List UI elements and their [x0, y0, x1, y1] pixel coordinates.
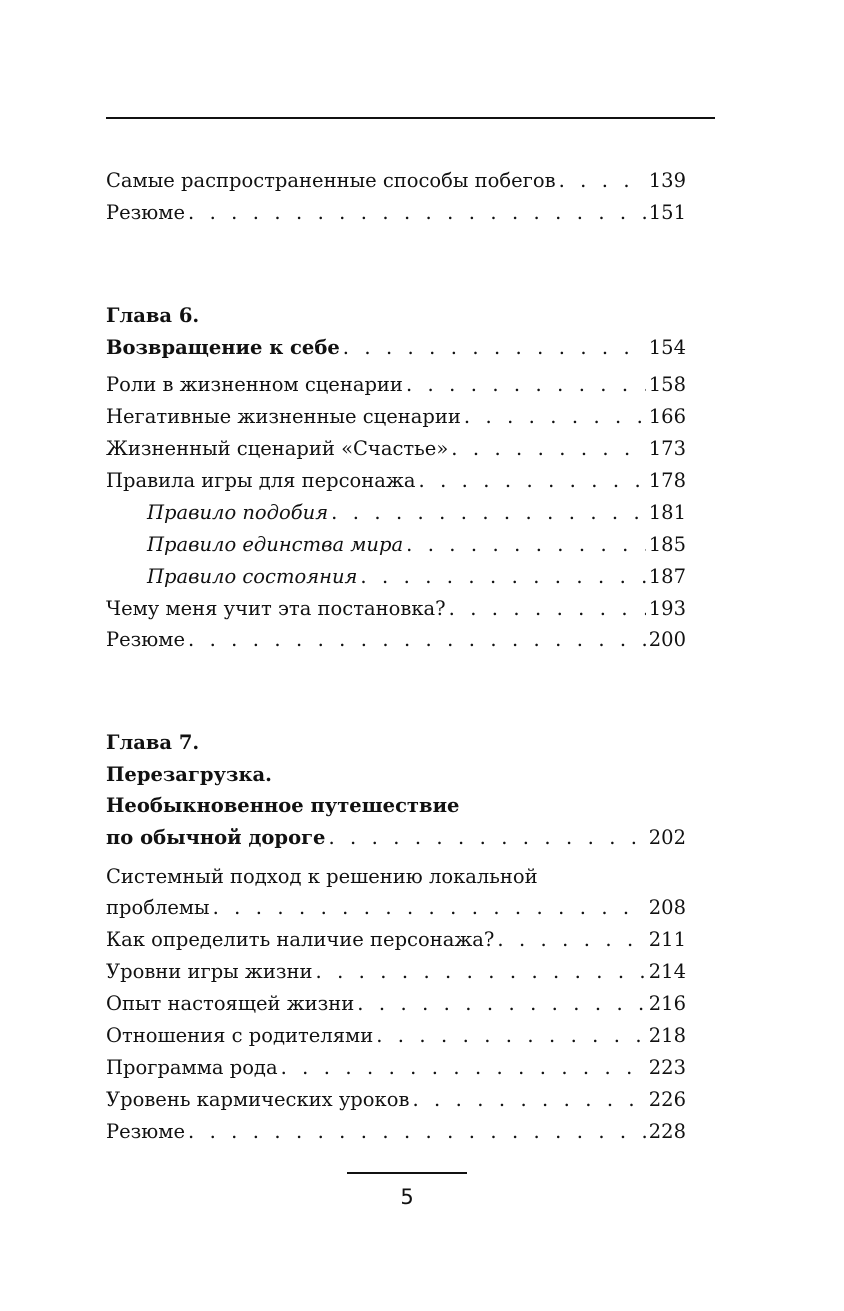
toc-entry-title: Уровень кармических уроков — [106, 1088, 410, 1111]
leader-dots — [406, 369, 646, 401]
toc-entry — [106, 1084, 686, 1116]
toc-entry-title: Резюме — [106, 628, 185, 651]
toc-entry — [106, 465, 686, 497]
leader-dots — [188, 1116, 646, 1148]
toc-entry-page: 218 — [648, 1024, 686, 1047]
toc-entry-page: 154 — [648, 336, 686, 359]
toc-entry-title: Опыт настоящей жизни — [106, 992, 355, 1015]
toc-entry-page: 139 — [648, 169, 686, 192]
toc-entry-page: 181 — [648, 501, 686, 524]
toc-subentry — [147, 561, 686, 593]
chapter7-title-line1: Перезагрузка. — [106, 763, 272, 786]
toc-entry — [106, 624, 686, 656]
leader-dots — [357, 988, 645, 1020]
toc-entry — [106, 593, 686, 625]
toc-entry-page: 173 — [648, 437, 686, 460]
toc-entry-page: 193 — [648, 597, 686, 620]
toc-entry-page: 185 — [648, 533, 686, 556]
leader-dots — [315, 956, 645, 988]
toc-entry-title: Правило состояния — [147, 565, 358, 588]
toc-entry-page: 202 — [648, 826, 686, 849]
toc-entry — [106, 401, 686, 433]
toc-entry-title: Как определить наличие персонажа? — [106, 928, 495, 951]
leader-dots — [418, 465, 645, 497]
leader-dots — [406, 529, 646, 561]
leader-dots — [497, 924, 645, 956]
footer-rule — [347, 1172, 467, 1174]
toc-entry-title: Самые распространенные способы побегов — [106, 169, 556, 192]
leader-dots — [464, 401, 646, 433]
toc-entry-page: 208 — [648, 896, 686, 919]
toc-entry-title: Уровни игры жизни — [106, 960, 313, 983]
toc-entry — [106, 433, 686, 465]
chapter6-title-entry — [106, 332, 686, 364]
leader-dots — [360, 561, 645, 593]
chapter6-number: Глава 6. — [106, 304, 200, 327]
toc-entry-title: Программа рода — [106, 1056, 278, 1079]
toc-entry-title: Правила игры для персонажа — [106, 469, 416, 492]
toc-entry-title: Негативные жизненные сценарии — [106, 405, 461, 428]
leader-dots — [449, 593, 646, 625]
leader-dots — [376, 1020, 646, 1052]
chapter7-title-line3: по обычной дороге — [106, 826, 326, 849]
leader-dots — [188, 197, 646, 229]
leader-dots — [213, 892, 646, 924]
chapter7-title-line2: Необыкновенное путешествие — [106, 794, 460, 817]
toc-entry-title: Резюме — [106, 1120, 185, 1143]
leader-dots — [331, 497, 646, 529]
toc-entry-page: 187 — [648, 565, 686, 588]
toc-entry — [106, 892, 686, 924]
leader-dots — [412, 1084, 645, 1116]
toc-entry — [106, 924, 686, 956]
leader-dots — [188, 624, 646, 656]
toc-entry-title: Чему меня учит эта постановка? — [106, 597, 446, 620]
toc-entry-title: проблемы — [106, 896, 210, 919]
leader-dots — [328, 822, 645, 854]
leader-dots — [559, 165, 646, 197]
toc-entry-title: Отношения с родителями — [106, 1024, 374, 1047]
toc-entry-page: 158 — [648, 373, 686, 396]
chapter7-title-entry — [106, 822, 686, 854]
page-number: 5 — [400, 1185, 414, 1209]
toc-entry-title: Правило единства мира — [147, 533, 404, 556]
leader-dots — [451, 433, 646, 465]
toc-entry-page: 223 — [648, 1056, 686, 1079]
toc-entry — [106, 956, 686, 988]
leader-dots — [343, 332, 646, 364]
toc-entry-page: 166 — [648, 405, 686, 428]
toc-entry-title: Роли в жизненном сценарии — [106, 373, 403, 396]
toc-entry-page: 211 — [648, 928, 686, 951]
toc-entry-page: 178 — [648, 469, 686, 492]
toc-entry — [106, 369, 686, 401]
toc-entry — [106, 1020, 686, 1052]
toc-entry-title: Резюме — [106, 201, 185, 224]
toc-entry-title: Жизненный сценарий «Счастье» — [106, 437, 449, 460]
toc-entry — [106, 1116, 686, 1148]
toc-entry — [106, 988, 686, 1020]
toc-entry — [106, 165, 686, 197]
toc-subentry — [147, 529, 686, 561]
toc-entry-page: 228 — [648, 1120, 686, 1143]
top-rule — [106, 117, 715, 119]
chapter7-number: Глава 7. — [106, 731, 200, 754]
toc-entry-page: 226 — [648, 1088, 686, 1111]
toc-entry — [106, 197, 686, 229]
toc-entry-page: 200 — [648, 628, 686, 651]
toc-entry-page: 151 — [648, 201, 686, 224]
toc-entry-title-line1: Системный подход к решению локальной — [106, 865, 538, 888]
toc-entry-title: Правило подобия — [147, 501, 329, 524]
chapter6-title: Возвращение к себе — [106, 336, 340, 359]
toc-entry — [106, 1052, 686, 1084]
leader-dots — [281, 1052, 646, 1084]
toc-entry-page: 216 — [648, 992, 686, 1015]
toc-subentry — [147, 497, 686, 529]
toc-entry-page: 214 — [648, 960, 686, 983]
